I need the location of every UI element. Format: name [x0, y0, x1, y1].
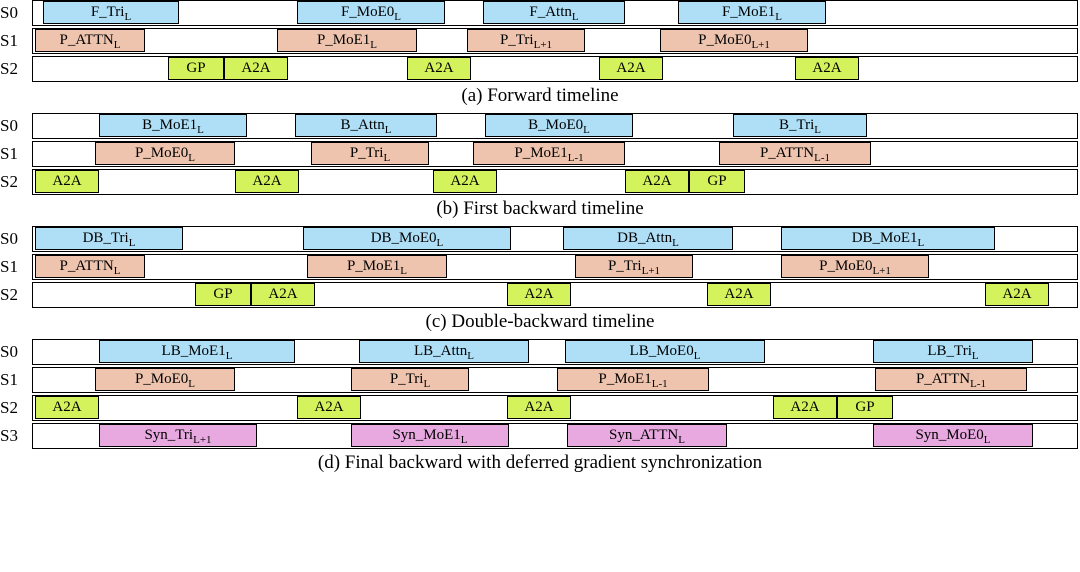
- timeline-row: [0, 226, 1080, 252]
- timeline-row: [0, 141, 1080, 167]
- timeline-block: [563, 227, 733, 250]
- block-subscript: L: [814, 124, 822, 136]
- timeline-block: [781, 227, 995, 250]
- block-subscript: L: [983, 434, 991, 446]
- timeline-row: [0, 113, 1080, 139]
- block-label: DB_Attn: [617, 230, 673, 246]
- timeline-track: [32, 395, 1078, 421]
- block-label: P_MoE1: [346, 258, 401, 274]
- block-label: LB_Attn: [413, 343, 468, 359]
- timeline-block: [35, 170, 99, 193]
- timeline-block: [351, 424, 509, 447]
- block-subscript: L: [672, 237, 679, 249]
- timeline-panel-double-backward: [0, 226, 1080, 333]
- timeline-block: [773, 396, 837, 419]
- row-label: S1: [0, 144, 18, 163]
- timeline-block: [985, 283, 1049, 306]
- block-label: A2A: [268, 286, 298, 302]
- block-label: A2A: [314, 399, 344, 415]
- timeline-block: [485, 114, 633, 137]
- block-subscript: L: [971, 350, 979, 362]
- timeline-block: [660, 29, 808, 52]
- row-label: S0: [0, 3, 18, 22]
- timeline-block: [733, 114, 867, 137]
- block-label: A2A: [241, 60, 271, 76]
- block-label: P_MoE1: [514, 145, 568, 161]
- timeline-row: [0, 56, 1080, 82]
- timeline-block: [473, 142, 625, 165]
- timeline-track: [32, 282, 1078, 308]
- block-label: F_Tri: [90, 4, 125, 20]
- block-subscript: L-1: [567, 152, 584, 164]
- block-label: GP: [213, 286, 233, 302]
- block-label: P_ATTN: [59, 32, 114, 48]
- block-subscript: L: [197, 124, 204, 136]
- timeline-track: [32, 141, 1078, 167]
- block-label: A2A: [790, 399, 820, 415]
- block-subscript: L: [571, 11, 579, 23]
- row-label: S2: [0, 285, 18, 304]
- timeline-block: [625, 170, 689, 193]
- timeline-block: [433, 170, 497, 193]
- timeline-row: [0, 339, 1080, 365]
- block-label: A2A: [642, 173, 672, 189]
- block-label: A2A: [812, 60, 842, 76]
- block-subscript: L: [383, 152, 391, 164]
- block-subscript: L: [423, 378, 431, 390]
- row-label: S0: [0, 116, 18, 135]
- block-label: GP: [707, 173, 727, 189]
- block-label: P_MoE0: [698, 32, 752, 48]
- timeline-block: [99, 114, 247, 137]
- block-label: DB_MoE0: [370, 230, 437, 246]
- timeline-track: [32, 113, 1078, 139]
- timeline-track: [32, 169, 1078, 195]
- block-label: GP: [855, 399, 875, 415]
- block-label: LB_MoE0: [629, 343, 694, 359]
- block-label: P_MoE0: [134, 145, 189, 161]
- panel-caption: (a) Forward timeline: [461, 85, 619, 106]
- timeline-block: [43, 1, 179, 24]
- block-label: Syn_MoE0: [915, 427, 984, 443]
- block-label: A2A: [52, 173, 82, 189]
- timeline-block: [307, 255, 447, 278]
- block-label: A2A: [1002, 286, 1032, 302]
- timeline-block: [599, 57, 663, 80]
- timeline-block: [567, 424, 727, 447]
- timeline-block: [875, 368, 1027, 391]
- block-label: P_ATTN: [759, 145, 815, 161]
- timeline-row: [0, 282, 1080, 308]
- block-subscript: L: [128, 237, 136, 249]
- block-subscript: L: [693, 350, 701, 362]
- timeline-block: [467, 29, 585, 52]
- timeline-track: [32, 226, 1078, 252]
- timeline-block: [311, 142, 429, 165]
- timeline-block: [95, 368, 235, 391]
- block-label: P_ATTN: [59, 258, 114, 274]
- timeline-block: [678, 1, 826, 24]
- row-label: S2: [0, 172, 18, 191]
- timeline-block: [795, 57, 859, 80]
- timeline-block: [837, 396, 893, 419]
- block-subscript: L+1: [533, 39, 553, 51]
- row-label: S2: [0, 398, 18, 417]
- timeline-block: [251, 283, 315, 306]
- row-label: S1: [0, 257, 18, 276]
- row-label: S1: [0, 31, 18, 50]
- block-label: A2A: [524, 399, 554, 415]
- row-label: S0: [0, 229, 18, 248]
- timeline-block: [99, 424, 257, 447]
- block-subscript: L: [384, 124, 392, 136]
- timeline-block: [295, 114, 437, 137]
- block-label: F_MoE0: [340, 4, 395, 20]
- row-label: S2: [0, 59, 18, 78]
- panel-caption: (b) First backward timeline: [436, 198, 644, 219]
- timeline-block: [359, 340, 529, 363]
- block-label: P_Tri: [607, 258, 642, 274]
- block-subscript: L: [436, 237, 444, 249]
- timeline-block: [35, 29, 145, 52]
- block-subscript: L+1: [641, 265, 661, 277]
- block-subscript: L+1: [193, 434, 212, 446]
- timeline-row: [0, 367, 1080, 393]
- panel-caption: (c) Double-backward timeline: [425, 311, 655, 332]
- timeline-block: [689, 170, 745, 193]
- block-label: A2A: [616, 60, 646, 76]
- block-label: Syn_Tri: [144, 427, 194, 443]
- timeline-row: [0, 395, 1080, 421]
- block-label: DB_Tri: [82, 230, 129, 246]
- timeline-row: [0, 423, 1080, 449]
- block-label: Syn_MoE1: [392, 427, 461, 443]
- block-subscript: L: [124, 11, 132, 23]
- block-subscript: L-1: [651, 378, 668, 390]
- timeline-block: [407, 57, 471, 80]
- block-label: B_MoE0: [528, 117, 584, 133]
- timeline-block: [195, 283, 251, 306]
- timeline-block: [507, 283, 571, 306]
- block-subscript: L: [775, 11, 783, 23]
- block-label: P_Tri: [349, 145, 384, 161]
- timeline-block: [719, 142, 871, 165]
- timeline-row: [0, 254, 1080, 280]
- timeline-block: [95, 142, 235, 165]
- timeline-block: [235, 170, 299, 193]
- panel-caption: (d) Final backward with deferred gradient synchronization: [317, 452, 763, 473]
- timeline-block: [351, 368, 469, 391]
- timeline-row: [0, 28, 1080, 54]
- timeline-block: [224, 57, 288, 80]
- block-label: B_Tri: [778, 117, 815, 133]
- timeline-block: [483, 1, 625, 24]
- block-subscript: L: [678, 434, 685, 446]
- block-subscript: L-1: [814, 152, 831, 164]
- timeline-block: [297, 1, 445, 24]
- timeline-panel-final-backward: [0, 339, 1080, 474]
- timeline-block: [99, 340, 295, 363]
- block-label: Syn_ATTN: [609, 427, 679, 443]
- block-label: P_MoE0: [134, 371, 189, 387]
- timeline-track: [32, 423, 1078, 449]
- timeline-block: [277, 29, 417, 52]
- block-label: F_MoE1: [721, 4, 776, 20]
- timeline-block: [35, 255, 145, 278]
- timeline-block: [575, 255, 693, 278]
- row-label: S3: [0, 426, 18, 445]
- timeline-block: [873, 424, 1033, 447]
- block-label: LB_MoE1: [161, 343, 226, 359]
- block-label: A2A: [424, 60, 454, 76]
- timeline-row: [0, 0, 1080, 26]
- block-label: F_Attn: [529, 4, 572, 20]
- block-label: A2A: [724, 286, 754, 302]
- block-subscript: L: [460, 434, 468, 446]
- block-subscript: L+1: [872, 265, 891, 277]
- block-subscript: L: [917, 237, 925, 249]
- timeline-row: [0, 169, 1080, 195]
- block-subscript: L: [370, 39, 378, 51]
- timeline-block: [35, 227, 183, 250]
- block-subscript: L: [113, 265, 121, 277]
- block-subscript: L+1: [751, 39, 770, 51]
- timeline-block: [873, 340, 1033, 363]
- block-label: A2A: [524, 286, 554, 302]
- block-subscript: L: [225, 350, 233, 362]
- block-label: P_Tri: [499, 32, 534, 48]
- timeline-track: [32, 28, 1078, 54]
- timeline-track: [32, 367, 1078, 393]
- timeline-block: [35, 396, 99, 419]
- block-subscript: L-1: [970, 378, 987, 390]
- block-subscript: L: [583, 124, 590, 136]
- timeline-block: [565, 340, 765, 363]
- block-label: GP: [186, 60, 206, 76]
- block-subscript: L: [113, 39, 121, 51]
- block-label: B_MoE1: [142, 117, 198, 133]
- block-subscript: L: [467, 350, 475, 362]
- timeline-block: [781, 255, 929, 278]
- row-label: S0: [0, 342, 18, 361]
- block-label: P_ATTN: [915, 371, 971, 387]
- block-label: DB_MoE1: [851, 230, 918, 246]
- block-label: P_Tri: [389, 371, 424, 387]
- timeline-block: [507, 396, 571, 419]
- row-label: S1: [0, 370, 18, 389]
- block-subscript: L: [188, 378, 196, 390]
- block-subscript: L: [188, 152, 196, 164]
- timeline-block: [707, 283, 771, 306]
- block-label: B_Attn: [340, 117, 385, 133]
- block-label: P_MoE0: [819, 258, 873, 274]
- timeline-block: [297, 396, 361, 419]
- timeline-track: [32, 56, 1078, 82]
- block-subscript: L: [394, 11, 402, 23]
- timeline-block: [303, 227, 511, 250]
- block-subscript: L: [400, 265, 408, 277]
- block-label: P_MoE1: [316, 32, 371, 48]
- block-label: A2A: [52, 399, 82, 415]
- block-label: LB_Tri: [927, 343, 972, 359]
- block-label: P_MoE1: [598, 371, 652, 387]
- timeline-panel-forward: [0, 0, 1080, 107]
- block-label: A2A: [252, 173, 282, 189]
- timeline-block: [557, 368, 709, 391]
- timeline-track: [32, 254, 1078, 280]
- timeline-block: [168, 57, 224, 80]
- timeline-panel-first-backward: [0, 113, 1080, 220]
- timeline-track: [32, 0, 1078, 26]
- block-label: A2A: [450, 173, 480, 189]
- timeline-track: [32, 339, 1078, 365]
